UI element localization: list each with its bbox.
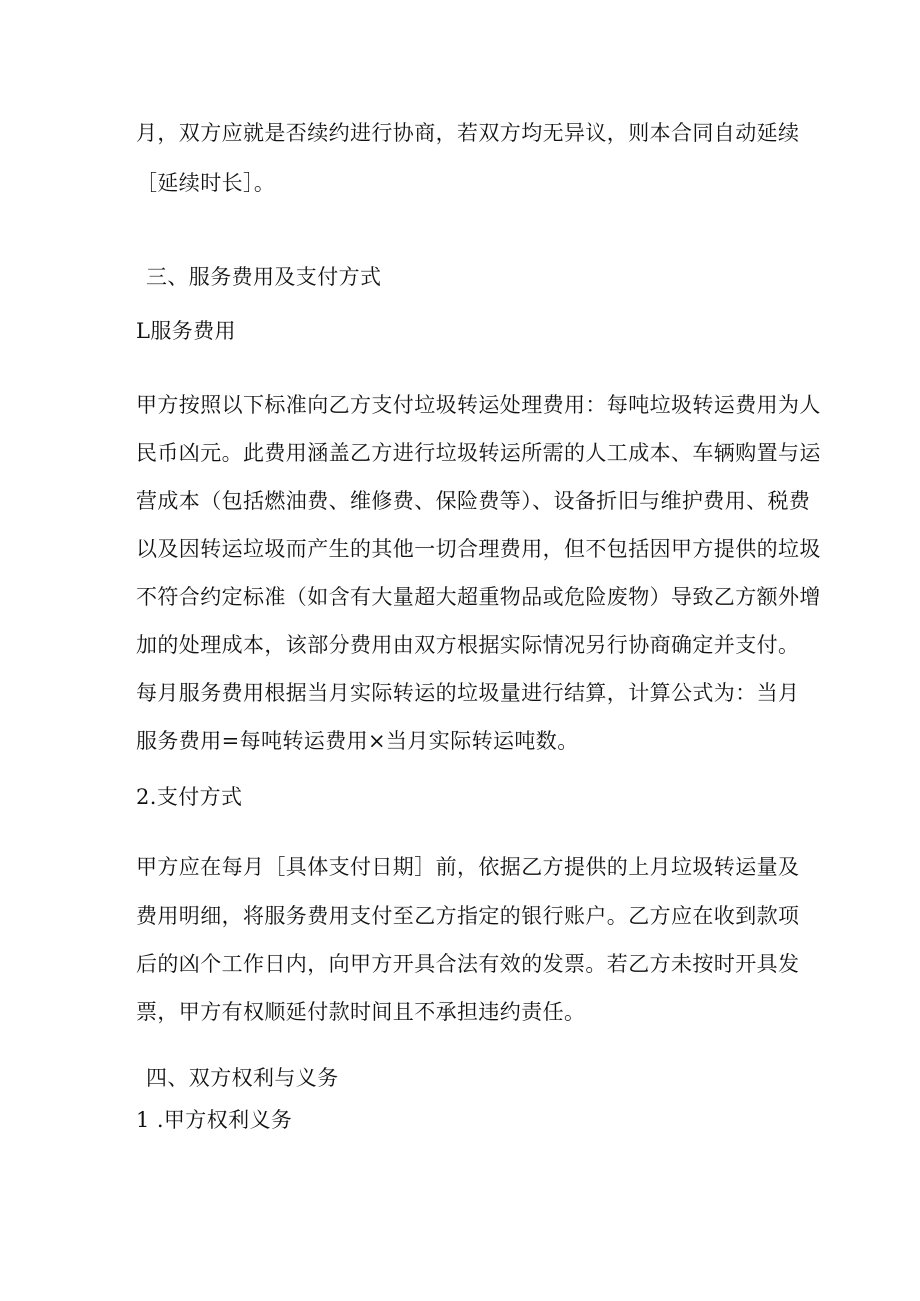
section-heading-4: 四、双方权利与义务 [146,1066,339,1090]
paragraph-line: 每月服务费用根据当月实际转运的垃圾量进行结算，计算公式为：当月 [136,681,800,705]
paragraph-line: 民币凶元。此费用涵盖乙方进行垃圾转运所需的人工成本、车辆购置与运 [136,441,821,465]
paragraph-line: 后的凶个工作日内，向甲方开具合法有效的发票。若乙方未按时开具发 [136,952,800,976]
subsection-heading: 2.支付方式 [136,785,243,809]
paragraph-line: ［延续时长］。 [136,171,276,195]
paragraph-line: 加的处理成本，该部分费用由双方根据实际情况另行协商确定并支付。 [136,633,800,657]
subsection-heading: L服务费用 [136,319,236,343]
section-heading-3: 三、服务费用及支付方式 [146,265,382,289]
paragraph-line: 甲方应在每月［具体支付日期］前，依据乙方提供的上月垃圾转运量及 [136,855,800,879]
paragraph-line: 月，双方应就是否续约进行协商，若双方均无异议，则本合同自动延续 [136,121,800,145]
paragraph-line: 服务费用=每吨转运费用×当月实际转运吨数。 [136,729,579,753]
paragraph-line: 营成本（包括燃油费、维修费、保险费等）、设备折旧与维护费用、税费 [136,489,811,513]
paragraph-line: 甲方按照以下标准向乙方支付垃圾转运处理费用：每吨垃圾转运费用为人 [136,393,821,417]
paragraph-line: 不符合约定标准（如含有大量超大超重物品或危险废物）导致乙方额外增 [136,585,821,609]
paragraph-line: 以及因转运垃圾而产生的其他一切合理费用，但不包括因甲方提供的垃圾 [136,537,821,561]
paragraph-line: 费用明细，将服务费用支付至乙方指定的银行账户。乙方应在收到款项 [136,904,800,928]
subsection-heading: 1 .甲方权利义务 [136,1108,293,1132]
paragraph-line: 票，甲方有权顺延付款时间且不承担违约责任。 [136,1000,586,1024]
